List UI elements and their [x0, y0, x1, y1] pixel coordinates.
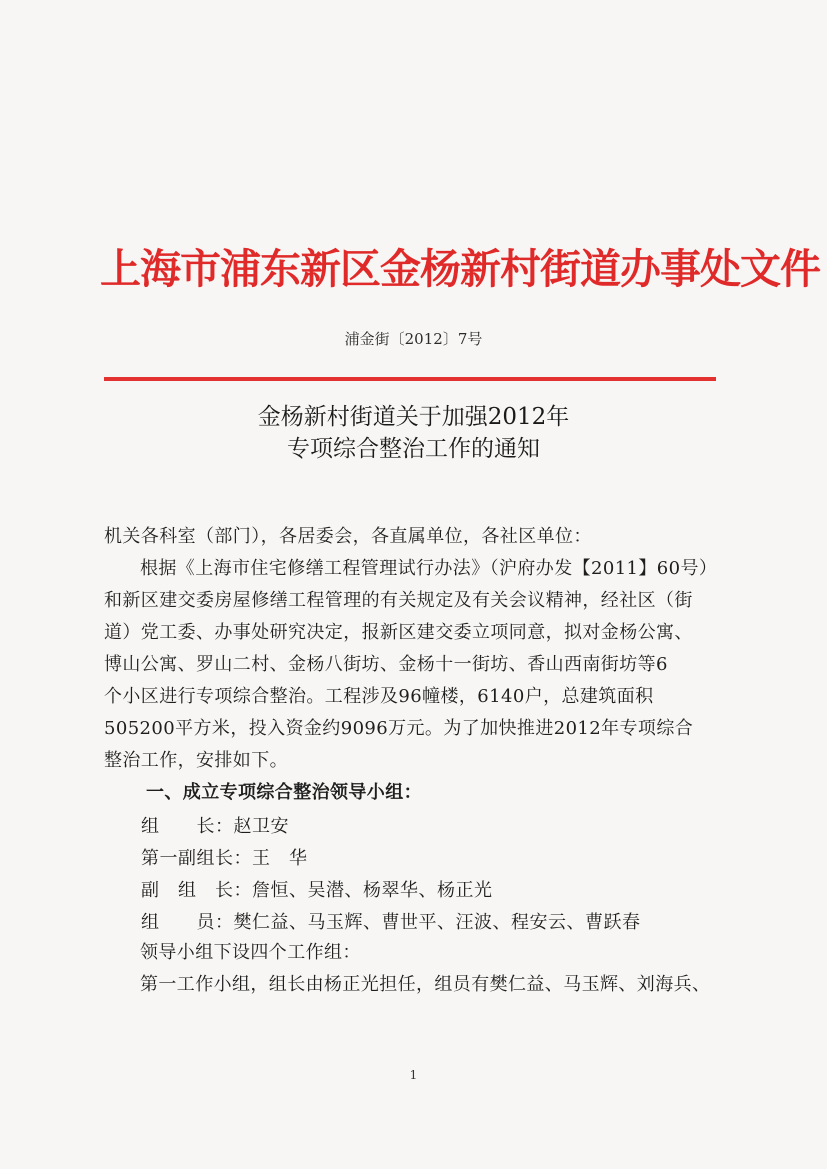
member-row-leader — [141, 812, 289, 838]
member-names: 詹恒、吴潜、杨翠华、杨正光 — [252, 880, 493, 901]
member-row-deputies — [141, 876, 493, 902]
issuing-authority-title: 上海市浦东新区金杨新村街道办事处文件 — [100, 245, 820, 293]
paragraph-line: 道）党工委、办事处研究决定，报新区建交委立项同意，拟对金杨公寓、 — [104, 622, 693, 643]
paragraph-line: 个小区进行专项综合整治。工程涉及96幢楼，6140户，总建筑面积 — [104, 686, 654, 707]
subject-line-2: 专项综合整治工作的通知 — [287, 436, 540, 462]
member-role: 第一副组长： — [141, 848, 252, 869]
paragraph-line: 和新区建交委房屋修缮工程管理的有关规定及有关会议精神，经社区（街 — [104, 590, 693, 611]
member-names: 樊仁益、马玉辉、曹世平、汪波、程安云、曹跃春 — [233, 912, 641, 933]
red-separator-rule — [104, 377, 716, 381]
group1-line: 第一工作小组，组长由杨正光担任，组员有樊仁益、马玉辉、刘海兵、 — [140, 974, 711, 995]
document-number: 浦金街〔2012〕7号 — [344, 330, 483, 348]
paragraph-line: 博山公寓、罗山二村、金杨八街坊、金杨十一街坊、香山西南街坊等6 — [104, 654, 668, 675]
member-role: 组 长： — [141, 816, 234, 837]
paragraph-line: 整治工作，安排如下。 — [104, 750, 288, 771]
member-role: 副 组 长： — [141, 880, 252, 901]
paragraph-line: 505200平方米，投入资金约9096万元。为了加快推进2012年专项综合 — [104, 718, 694, 739]
addressees: 机关各科室（部门），各居委会，各直属单位，各社区单位： — [104, 526, 592, 547]
member-row-first-deputy — [141, 844, 308, 870]
page-number: 1 — [409, 1068, 418, 1082]
section-heading: 一、成立专项综合整治领导小组： — [146, 782, 422, 803]
member-names: 赵卫安 — [233, 816, 289, 837]
paragraph-line: 根据《上海市住宅修缮工程管理试行办法》（沪府办发【2011】60号） — [140, 558, 718, 579]
member-names: 王 华 — [252, 848, 308, 869]
subgroups-intro: 领导小组下设四个工作组： — [140, 942, 361, 963]
member-row-members — [141, 908, 641, 934]
member-role: 组 员： — [141, 912, 234, 933]
subject-line-1: 金杨新村街道关于加强2012年 — [257, 404, 570, 430]
